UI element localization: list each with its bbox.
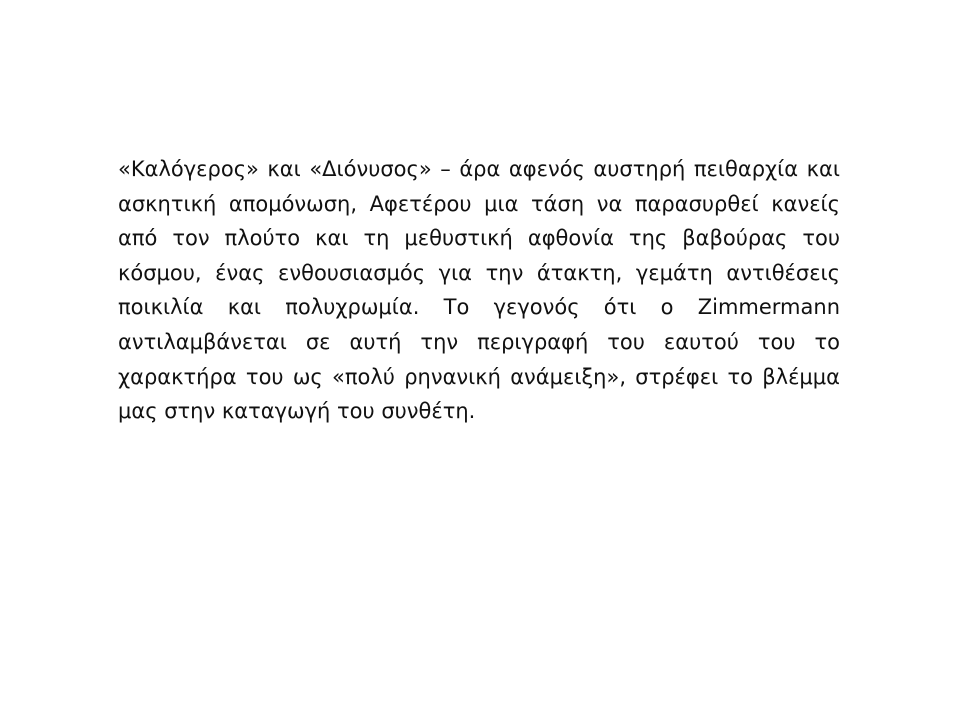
paragraph-line: χαρακτήρα του ως «πολύ ρηνανική ανάμειξη», στρέφει το βλέμμα [118,364,840,389]
paragraph-line: αντιλαμβάνεται σε αυτή την περιγραφή του εαυτού του το [118,329,840,354]
paragraph-line: μας στην καταγωγή του συνθέτη. [118,399,476,424]
paragraph-line: κόσμου, ένας ενθουσιασμός για την άτακτη, γεμάτη αντιθέσεις [118,260,840,285]
paragraph-line: ποικιλία και πολυχρωμία. Το γεγονός ότι ο Zimmermann [118,295,840,320]
paragraph-line: από τον πλούτο και τη μεθυστική αφθονία της βαβούρας του [118,226,840,251]
paragraph-line: ασκητική απομόνωση, Αφετέρου μια τάση να παρασυρθεί κανείς [118,191,840,216]
paragraph-line: «Καλόγερος» και «Διόνυσος» – άρα αφενός αυστηρή πειθαρχία και [118,157,840,181]
paragraph [118,152,840,429]
